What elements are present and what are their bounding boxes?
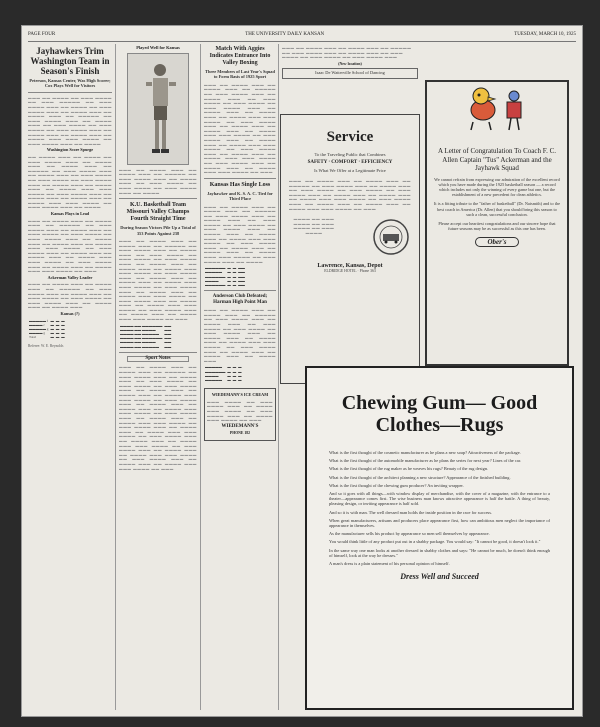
allen-letter-ad (425, 80, 569, 366)
column-rule (278, 44, 279, 710)
photo-caption-top: Played Well for Kansas (136, 45, 180, 50)
gum-closing: Dress Well and Succeed (400, 572, 479, 582)
column-rule (115, 44, 116, 710)
newspaper-page (22, 26, 582, 716)
allen-p3: Please accept our heartiest congratulations and our sincere hope that future seasons may be as successful as this one has been. (438, 220, 556, 232)
bus-emblem-icon (371, 217, 411, 257)
deck-jayhawkers: Peterson, Kansas Center, Was High Scorer; Cox Plays Well for Visitors (29, 78, 111, 89)
notice-line-2: (New location) (338, 61, 362, 66)
gum-p6: In the same way one man looks at another dressed in shabby clothes and says: "He cannot be much, he doesn't think enough of himself, look at the way he dresses." (329, 547, 550, 558)
column-2 (119, 44, 197, 710)
gum-q2: What is the first thought of the automobile manufacturer as he plans the series for next year? Lines of the car. (329, 458, 522, 464)
deck-champs: During Season Victors Pile Up a Total of 353 Points Against 238 (120, 225, 196, 236)
notice-text: ▬▬▬ ▬▬ ▬▬▬▬ ▬▬▬ ▬▬ ▬▬▬▬ ▬▬▬ ▬▬ ▬▬▬▬▬ ▬▬ ▬▬▬ ▬▬▬▬ ▬▬▬ ▬▬ ▬▬▬▬ ▬▬▬ ▬▬ ▬▬▬ ▬▬▬▬ ▬▬ ▬▬▬ ▬▬▬▬ ▬▬ ▬▬▬ ▬▬▬▬ ▬▬▬ (282, 46, 412, 60)
divider (28, 92, 112, 93)
allen-p1: We cannot refrain from expressing our admiration of the excellent record which you have made during the 1925 basketball season — a record which includes not only the winning of every game but one, but the establishment of a new precedent for clean athletics. (434, 176, 560, 198)
gum-p7: A man's dress is a plain statement of his personal opinion of himself. (329, 561, 450, 567)
anderson-box-score: ▬▬▬▬▬ ▬ ▬ ▬ ▬▬▬▬▬▬ ▬ ▬ ▬ ▬▬▬▬ ▬ ▬ ▬ ▬▬▬▬▬ ▬ ▬ ▬ (205, 365, 242, 382)
box-total-label: Total (29, 335, 36, 340)
column-1 (28, 44, 112, 710)
gum-q3: What is the first thought of the rug maker as he weaves his rugs? Beauty of the rug design. (329, 466, 489, 472)
divider (204, 178, 276, 179)
subhead-washington: Washington Score Spurge (46, 147, 94, 153)
deck-aggies: Three Members of Last Year's Squad to Form Basis of 1925 Sport (205, 69, 275, 80)
service-depot: Lawrence, Kansas, Depot (317, 263, 383, 270)
page-header (28, 32, 576, 42)
issue-date: TUESDAY, MARCH 10, 1925 (514, 32, 576, 37)
service-schedule (289, 217, 411, 257)
player-photo (127, 53, 189, 165)
service-body: ▬▬▬ ▬▬ ▬▬▬▬ ▬▬▬ ▬▬ ▬▬▬▬ ▬▬▬ ▬▬ ▬▬▬▬▬ ▬▬ ▬▬▬ ▬▬▬▬ ▬▬▬ ▬▬ ▬▬▬▬ ▬▬▬ ▬▬ ▬▬▬ ▬▬▬▬ ▬▬ ▬▬▬ ▬▬▬▬ ▬▬ ▬▬▬ ▬▬▬▬ ▬▬▬ ▬▬ ▬▬▬▬ ▬▬▬ ▬▬ ▬▬▬▬ ▬▬▬ ▬▬ ▬▬▬▬ ▬▬▬ ▬▬▬ ▬▬▬▬ ▬▬ ▬▬▬ ▬▬▬▬ ▬▬▬ ▬▬ ▬▬▬▬ ▬▬▬ ▬▬ ▬▬▬▬ ▬▬▬ ▬▬ ▬▬▬▬ ▬▬▬ ▬▬▬ ▬▬▬▬ ▬▬ ▬▬▬ (289, 179, 411, 211)
wiedemann-items: ▬▬▬ ▬▬▬▬ ▬▬ ▬▬▬ ▬▬▬▬ ▬▬▬ ▬▬ ▬▬▬▬ ▬▬▬ ▬▬▬▬ ▬▬ ▬▬▬ ▬▬▬▬ ▬▬▬ ▬▬ ▬▬▬▬ ▬▬▬ ▬▬▬▬ ▬▬ ▬▬▬ (207, 399, 273, 423)
body-text: ▬▬▬ ▬▬ ▬▬▬▬ ▬▬▬ ▬▬ ▬▬▬▬ ▬▬▬ ▬▬ ▬▬▬▬▬ ▬▬ ▬▬▬ ▬▬▬▬ ▬▬▬ ▬▬ ▬▬▬▬ ▬▬▬ ▬▬ ▬▬▬ ▬▬▬▬ ▬▬ ▬▬▬ ▬▬▬▬ ▬▬ ▬▬▬ ▬▬▬▬ ▬▬▬ ▬▬ ▬▬▬▬ ▬▬▬ ▬▬ ▬▬▬▬ ▬▬▬ ▬▬ ▬▬▬▬ ▬▬▬ ▬▬▬ ▬▬▬▬ ▬▬ ▬▬▬ ▬▬▬▬ ▬▬▬ ▬▬ ▬▬▬▬ ▬▬▬ ▬▬ ▬▬▬▬ ▬▬▬ ▬▬ ▬▬▬▬ ▬▬▬ ▬▬▬ ▬▬▬▬ ▬▬ ▬▬▬ ▬▬▬▬ ▬▬▬ ▬▬ ▬▬▬▬ (204, 204, 276, 264)
wiedemann-footer: WIEDEMANN'S (221, 423, 259, 429)
headline-aggies: Match With Aggies Indicates Entrance Into Valley Boxing (209, 46, 271, 66)
gum-q4: What is the first thought of the architect planning a new structure? Appearance of the finished building. (329, 474, 511, 480)
wiedemann-phone: PHONE 182 (229, 431, 251, 436)
divider (119, 198, 197, 199)
body-text: ▬▬▬ ▬▬ ▬▬▬▬ ▬▬▬ ▬▬ ▬▬▬▬ ▬▬▬ ▬▬ ▬▬▬▬▬ ▬▬ ▬▬▬ ▬▬▬▬ ▬▬▬ ▬▬ ▬▬▬▬ ▬▬▬ ▬▬ ▬▬▬ ▬▬▬▬ ▬▬ ▬▬▬ ▬▬▬▬ ▬▬ ▬▬▬ ▬▬▬▬ ▬▬▬ ▬▬ ▬▬▬▬ ▬▬▬ ▬▬ ▬▬▬▬ ▬▬▬ ▬▬ ▬▬▬▬ ▬▬▬ ▬▬▬ ▬▬▬▬ ▬▬ ▬▬▬ ▬▬▬▬ ▬▬▬ ▬▬ ▬▬▬▬ ▬▬▬ ▬▬ ▬▬▬▬ ▬▬▬ ▬▬ ▬▬▬▬ ▬▬▬ ▬▬▬ ▬▬▬▬ ▬▬ ▬▬▬ ▬▬▬▬ ▬▬▬ ▬▬ ▬▬▬▬ ▬▬▬ ▬▬ ▬▬▬▬ ▬▬▬ ▬▬▬ ▬▬▬▬ ▬▬ ▬▬▬ ▬▬▬▬ ▬▬▬ ▬▬ ▬▬▬▬ ▬▬▬ ▬▬ ▬▬▬▬ ▬▬▬ ▬▬▬ ▬▬▬▬ ▬▬ ▬▬▬ ▬▬▬▬ ▬▬▬ ▬▬ ▬▬▬▬ ▬▬▬ ▬▬ ▬▬▬▬ ▬▬▬ ▬▬▬ ▬▬▬▬ ▬▬ ▬▬▬ (204, 82, 276, 175)
schedule-left: ▬▬▬▬ ▬▬ ▬▬▬ ▬▬▬▬ ▬▬ ▬▬▬ ▬▬▬▬ ▬▬ ▬▬▬ ▬▬▬▬ (293, 217, 335, 235)
headline-champs: K.U. Basketball Team Missouri Valley Champs Fourth Straight Time (126, 202, 190, 223)
body-text: ▬▬▬ ▬▬ ▬▬▬▬ ▬▬ ▬▬▬ ▬▬▬▬ ▬▬ ▬▬▬ ▬▬▬▬▬ ▬▬ ▬▬▬ ▬▬▬▬ ▬▬▬ ▬▬ ▬▬▬▬ ▬▬ ▬▬▬ ▬▬▬▬ ▬▬▬ ▬▬ ▬▬▬▬ ▬▬▬ ▬▬ ▬▬▬▬ ▬▬▬ ▬▬ ▬▬▬▬▬ ▬▬ ▬▬▬ ▬▬▬▬ ▬▬▬ ▬▬ ▬▬▬▬ ▬▬▬ ▬▬ ▬▬▬ ▬▬▬▬ ▬▬ ▬▬▬ ▬▬▬▬ ▬▬ ▬▬▬ ▬▬▬▬ ▬▬▬ ▬▬ ▬▬▬▬ ▬▬▬ ▬▬ ▬▬▬▬ ▬▬▬ ▬▬ ▬▬▬▬ ▬▬▬ ▬▬▬ ▬▬▬▬ ▬▬ ▬▬▬ ▬▬▬▬ ▬▬▬ ▬▬ ▬▬▬▬ (28, 95, 112, 146)
gum-p5: You would think little of any product put out in a shabby package. You would say: "It cannot be good, it doesn't look it." (329, 539, 541, 545)
service-title: Service (326, 129, 374, 145)
service-ad (280, 114, 420, 384)
service-tagline: To the Traveling Public that Combines (314, 152, 386, 157)
service-hotel: ELDRIDGE HOTEL · Phone 363 (324, 269, 376, 274)
referee-line: Referee: W. E. Reynolds (28, 343, 64, 348)
box-score-table: ▬▬▬▬▬ f ▬ ▬ ▬ ▬▬▬▬ c ▬ ▬ ▬ ▬▬▬▬▬ g ▬ ▬ ▬ ▬▬▬▬ g ▬ ▬ ▬ Total ▬ ▬ ▬ (29, 318, 65, 340)
service-sub: Is What We Offer at a Legitimate Price (314, 168, 386, 173)
schedule-table: ▬▬▬▬ ▬▬ ▬▬▬▬▬▬ ▬▬ ▬▬▬▬ ▬▬ ▬▬▬▬ ▬▬ ▬▬▬▬ ▬▬ ▬▬▬▬▬ ▬▬ ▬▬▬▬ ▬▬ ▬▬▬▬▬▬ ▬▬ ▬▬▬▬ ▬▬ ▬▬▬▬ ▬▬ ▬▬▬▬ ▬▬ ▬▬▬▬▬ ▬▬ (120, 323, 172, 349)
headline-single-loss: Kansas Has Single Loss (209, 181, 271, 188)
gum-p1: And so it goes with all things—with window display of merchandise, with the cover of a magazine, with the entrance to a theater—appearance comes first. The wise business man knows attractive appearance is half the battle. A thing of beauty, pleasing design, or inviting appearance is half sold. (329, 491, 550, 507)
headline-jayhawkers: Jayhawkers Trim Washington Team in Season's Finish (30, 46, 110, 76)
body-text: ▬▬▬ ▬▬ ▬▬▬▬ ▬▬▬ ▬▬ ▬▬▬▬ ▬▬▬ ▬▬ ▬▬▬▬▬ ▬▬ ▬▬▬ ▬▬▬▬ ▬▬▬ ▬▬ ▬▬▬▬ ▬▬▬ ▬▬ ▬▬▬ ▬▬▬▬ ▬▬ ▬▬▬ ▬▬▬▬ ▬▬ ▬▬▬ ▬▬▬▬ ▬▬▬ ▬▬ ▬▬▬▬ ▬▬▬ ▬▬ ▬▬▬▬ ▬▬▬ (28, 282, 112, 310)
gum-q1: What is the first thought of the cosmetic manufacturer as he plans a new soap? Attractiveness of the package. (329, 450, 521, 455)
gum-p2: And so it is with man. The well dressed man holds the inside position in the race for success. (329, 509, 493, 515)
deck-single-loss: Jayhawker and K. S. A. C. Tied for Third Place (207, 190, 273, 202)
subhead-kansas-lead: Kansas Plays in Lead (50, 211, 90, 217)
paper-name: THE UNIVERSITY DAILY KANSAN (245, 32, 325, 37)
dancing-notice (282, 46, 418, 106)
gum-p4: As the manufacturer sells his product by appearance so men sell themselves by appearance. (329, 531, 490, 537)
allen-title: A Letter of Congratulation To Coach F. C. Allen Captain "Tus" Ackerman and the Jayhawk Squad (438, 147, 556, 172)
body-text: ▬▬ ▬▬▬▬ ▬▬▬ ▬▬ ▬▬▬▬ ▬▬ ▬▬▬ ▬▬▬▬ ▬▬▬ ▬▬ ▬▬▬▬ ▬▬▬ ▬▬ ▬▬▬▬ ▬▬▬ ▬▬ ▬▬▬▬▬ ▬▬ ▬▬▬ ▬▬▬▬ ▬▬▬ ▬▬ ▬▬▬▬ ▬▬▬ ▬▬ ▬▬▬ ▬▬▬▬ ▬▬ ▬▬▬ ▬▬▬▬ ▬▬ ▬▬▬ ▬▬▬▬ ▬▬▬ ▬▬ ▬▬▬▬ ▬▬▬ ▬▬ ▬▬▬▬ ▬▬▬ ▬▬ ▬▬▬▬ ▬▬▬ ▬▬▬ ▬▬▬▬ ▬▬ ▬▬▬ ▬▬▬▬ ▬▬▬ ▬▬ ▬▬▬▬ ▬▬▬ ▬▬ ▬▬▬▬ ▬▬▬ ▬▬ ▬▬▬▬ ▬▬▬ ▬▬▬ ▬▬▬▬ ▬▬ ▬▬▬ ▬▬▬▬ ▬▬▬ ▬▬ ▬▬▬▬ (28, 154, 112, 210)
body-text: ▬▬▬ ▬▬ ▬▬▬▬ ▬▬▬ ▬▬ ▬▬▬▬ ▬▬▬ ▬▬ ▬▬▬▬▬ ▬▬ ▬▬▬ ▬▬▬▬ ▬▬▬ ▬▬ ▬▬▬▬ ▬▬▬ ▬▬ ▬▬▬ ▬▬▬▬ ▬▬ ▬▬▬ ▬▬▬▬ ▬▬ ▬▬▬ ▬▬▬▬ ▬▬▬ ▬▬ ▬▬▬▬ ▬▬▬ ▬▬ ▬▬▬▬ ▬▬▬ ▬▬ ▬▬▬▬ ▬▬▬ ▬▬▬ ▬▬▬▬ ▬▬ ▬▬▬ ▬▬▬▬ ▬▬▬ ▬▬ ▬▬▬▬ ▬▬▬ ▬▬ ▬▬▬▬ ▬▬▬ ▬▬ ▬▬▬▬ ▬▬▬ ▬▬▬ ▬▬▬▬ ▬▬ ▬▬▬ ▬▬▬▬ ▬▬▬ ▬▬ ▬▬▬▬ ▬▬▬ ▬▬ ▬▬▬▬ ▬▬▬ ▬▬▬ ▬▬▬▬ ▬▬ ▬▬▬ (28, 218, 112, 274)
divider (204, 290, 276, 291)
body-text: ▬▬▬ ▬▬ ▬▬▬▬ ▬▬▬ ▬▬ ▬▬▬▬ ▬▬▬ ▬▬ ▬▬▬▬▬ ▬▬ ▬▬▬ ▬▬▬▬ ▬▬▬ ▬▬ ▬▬▬▬ ▬▬▬ ▬▬ ▬▬▬ ▬▬▬▬ ▬▬ ▬▬▬ ▬▬▬▬ ▬▬ ▬▬▬ ▬▬▬▬ ▬▬▬ ▬▬ ▬▬▬▬ ▬▬▬ ▬▬ ▬▬▬▬ ▬▬▬ ▬▬ ▬▬▬▬ ▬▬▬ ▬▬▬ ▬▬▬▬ ▬▬ ▬▬▬ ▬▬▬▬ ▬▬▬ ▬▬ ▬▬▬▬ ▬▬▬ ▬▬ ▬▬▬▬ ▬▬▬ ▬▬ ▬▬▬▬ ▬▬▬ ▬▬▬ ▬▬▬▬ ▬▬ ▬▬▬ ▬▬▬▬ ▬▬▬ ▬▬ ▬▬▬▬ ▬▬▬ ▬▬ ▬▬▬▬ ▬▬▬ ▬▬▬ ▬▬▬▬ ▬▬ ▬▬▬ ▬▬▬▬ ▬▬▬ ▬▬ ▬▬▬▬ ▬▬▬ ▬▬ ▬▬▬▬ ▬▬▬ ▬▬▬ ▬▬▬▬ ▬▬ ▬▬▬ ▬▬▬▬ ▬▬▬ ▬▬ ▬▬▬▬ ▬▬▬ ▬▬ ▬▬▬▬ ▬▬▬ ▬▬▬ ▬▬▬▬ ▬▬ ▬▬▬ ▬▬▬▬ ▬▬▬ ▬▬ ▬▬▬▬ ▬▬▬ ▬▬ ▬▬▬▬ ▬▬▬ ▬▬▬ ▬▬▬▬ ▬▬ ▬▬▬ ▬▬▬▬ ▬▬▬ ▬▬ ▬▬▬▬ ▬▬▬ ▬▬ ▬▬▬▬ ▬▬▬ ▬▬▬ ▬▬▬▬ ▬▬ ▬▬▬ (119, 365, 197, 471)
sport-notes-heading: Sport Notes (127, 356, 189, 363)
gum-title: Chewing Gum— Good Clothes—Rugs (341, 392, 538, 436)
box-score-title: Kansas (?) (60, 310, 80, 316)
notice-line-1: Isaac De Watterville School of Dancing (282, 68, 418, 79)
allen-p2: It is a fitting tribute to the "father of basketball" (Dr. Naismith) and to the best coach in America (Dr. Allen) that you should bring this season to such a clean, successful conclusion. (433, 201, 561, 217)
subhead-ackerman: Ackerman Valley Leader (47, 274, 93, 280)
wiedemann-title: WIEDEMANN'S ICE CREAM (211, 392, 269, 398)
headline-anderson: Anderson Club Defeated; Harman High Point Man (212, 294, 268, 306)
obers-logo: Ober's (475, 237, 519, 247)
gum-body (329, 450, 550, 581)
body-text: ▬▬▬ ▬▬ ▬▬▬▬ ▬▬▬ ▬▬ ▬▬▬▬ ▬▬▬ ▬▬ ▬▬▬▬▬ ▬▬ ▬▬▬ ▬▬▬▬ ▬▬▬ ▬▬ ▬▬▬▬ ▬▬▬ ▬▬ ▬▬▬ ▬▬▬▬ ▬▬ ▬▬▬ ▬▬▬▬ ▬▬ ▬▬▬ ▬▬▬▬ ▬▬▬ ▬▬ ▬▬▬▬ ▬▬▬ ▬▬ ▬▬▬▬ ▬▬▬ ▬▬ ▬▬▬▬ ▬▬▬ ▬▬▬ ▬▬▬▬ ▬▬ ▬▬▬ ▬▬▬▬ ▬▬▬ ▬▬ ▬▬▬▬ ▬▬▬ ▬▬ ▬▬▬▬ ▬▬▬ ▬▬ ▬▬▬▬ ▬▬▬ ▬▬▬ ▬▬▬▬ ▬▬ ▬▬▬ ▬▬▬▬ ▬▬▬ ▬▬ ▬▬▬▬ ▬▬▬ ▬▬ ▬▬▬▬ ▬▬▬ ▬▬▬ ▬▬▬▬ ▬▬ ▬▬▬ ▬▬▬▬ ▬▬▬ ▬▬ ▬▬▬▬ ▬▬▬ ▬▬ ▬▬▬▬ ▬▬▬ ▬▬▬ ▬▬▬▬ ▬▬ ▬▬▬ ▬▬▬▬ ▬▬▬ ▬▬ ▬▬▬▬ ▬▬▬ ▬▬ ▬▬▬▬ ▬▬▬ ▬▬▬ ▬▬▬▬ ▬▬ ▬▬▬ (119, 238, 197, 322)
divider (119, 352, 197, 353)
gum-p3: When great manufacturers, artisans and producers place appearance first, how can ambitious men neglect the importance of appearance in themselves. (329, 517, 550, 529)
gum-q5: What is the first thought of the chewing gum producer? An inviting wrapper. (329, 482, 464, 488)
photo-caption-text: ▬▬▬ ▬▬ ▬▬▬▬ ▬▬▬ ▬▬ ▬▬▬▬ ▬▬▬ ▬▬ ▬▬▬▬▬ ▬▬ ▬▬▬ ▬▬▬▬ ▬▬▬ ▬▬ ▬▬▬▬ ▬▬▬ ▬▬ ▬▬▬ ▬▬▬▬ ▬▬ ▬▬▬ ▬▬▬▬ ▬▬ ▬▬▬ ▬▬▬▬ ▬▬▬ ▬▬ ▬▬▬▬ (119, 167, 197, 195)
body-text: ▬▬▬ ▬▬ ▬▬▬▬ ▬▬▬ ▬▬ ▬▬▬▬ ▬▬▬ ▬▬ ▬▬▬▬▬ ▬▬ ▬▬▬ ▬▬▬▬ ▬▬▬ ▬▬ ▬▬▬▬ ▬▬▬ ▬▬ ▬▬▬ ▬▬▬▬ ▬▬ ▬▬▬ ▬▬▬▬ ▬▬ ▬▬▬ ▬▬▬▬ ▬▬▬ ▬▬ ▬▬▬▬ ▬▬▬ ▬▬ ▬▬▬▬ ▬▬▬ ▬▬ ▬▬▬▬ ▬▬▬ ▬▬▬ ▬▬▬▬ ▬▬ ▬▬▬ ▬▬▬▬ ▬▬▬ ▬▬ ▬▬▬▬ ▬▬▬ ▬▬ ▬▬▬▬ ▬▬▬ ▬▬ ▬▬▬▬ ▬▬▬ (204, 308, 276, 363)
column-rule (200, 44, 201, 710)
chewing-gum-ad (305, 366, 574, 710)
column-3 (204, 44, 276, 710)
page-label: PAGE FOUR (28, 32, 56, 37)
wiedemann-ad (204, 388, 276, 441)
jayhawk-cartoon-icon (427, 82, 563, 136)
standings-table: ▬▬▬▬▬▬ ▬ ▬ ▬▬ ▬▬▬▬▬ ▬ ▬ ▬▬ ▬▬▬▬▬▬ ▬ ▬ ▬▬ ▬▬▬▬ ▬ ▬ ▬▬ ▬▬▬▬▬▬ ▬ ▬ ▬▬ (205, 266, 245, 288)
service-values: SAFETY · COMFORT · EFFICIENCY (307, 160, 393, 165)
